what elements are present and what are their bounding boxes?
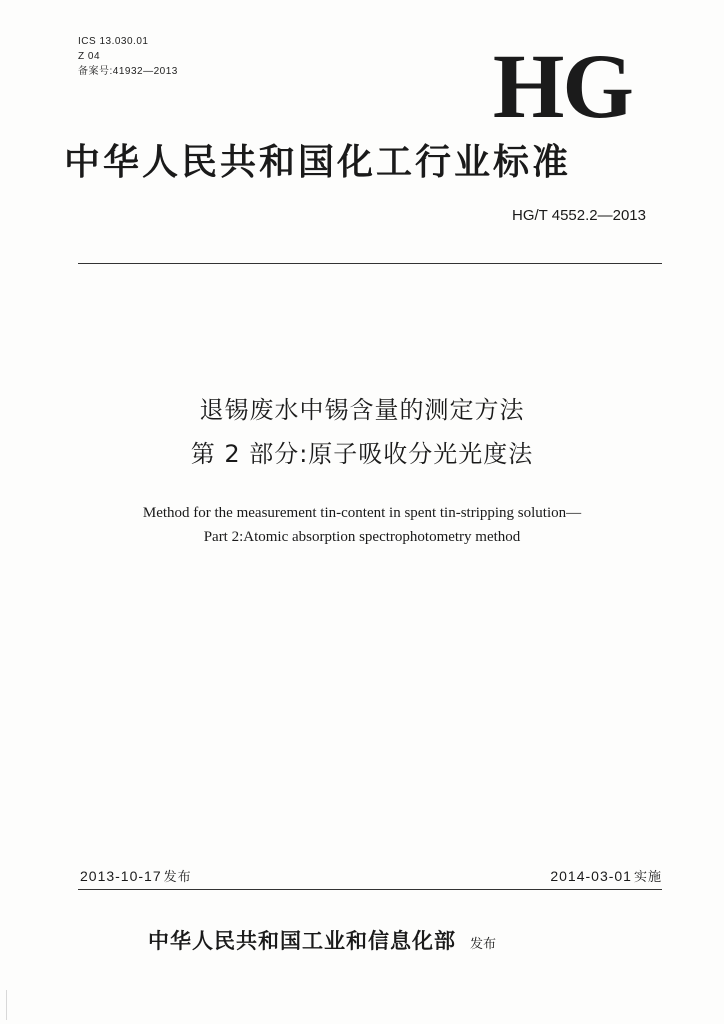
effective-date-row xyxy=(550,866,662,885)
english-title-line2: Part 2:Atomic absorption spectrophotometry method xyxy=(203,529,521,545)
header-divider xyxy=(78,263,662,264)
publisher xyxy=(148,925,496,955)
hg-logo: HG xyxy=(492,35,632,137)
english-title-line1: Method for the measurement tin-content in spent tin-stripping solution— xyxy=(142,505,582,521)
publisher-label: 发布 xyxy=(470,937,497,952)
issue-date: 2013-10-17 xyxy=(80,868,162,884)
document-title-line1: 退锡废水中锡含量的测定方法 xyxy=(199,396,525,424)
scan-edge-mark xyxy=(6,990,7,1020)
issue-date-row xyxy=(80,866,192,885)
standard-number: HG/T 4552.2—2013 xyxy=(512,207,646,224)
effective-date: 2014-03-01 xyxy=(550,868,632,884)
record-number: 备案号:41932—2013 xyxy=(78,66,178,77)
issue-label: 发布 xyxy=(163,870,192,885)
document-title-line2: 第 2 部分:原子吸收分光光度法 xyxy=(190,440,534,468)
classification-code: Z 04 xyxy=(78,51,101,62)
publisher-name: 中华人民共和国工业和信息化部 xyxy=(148,928,456,953)
footer-divider xyxy=(78,889,662,890)
standard-category-title: 中华人民共和国化工行业标准 xyxy=(64,141,572,183)
effective-label: 实施 xyxy=(633,870,662,885)
ics-code: ICS 13.030.01 xyxy=(78,36,149,47)
classification-block xyxy=(78,34,178,79)
